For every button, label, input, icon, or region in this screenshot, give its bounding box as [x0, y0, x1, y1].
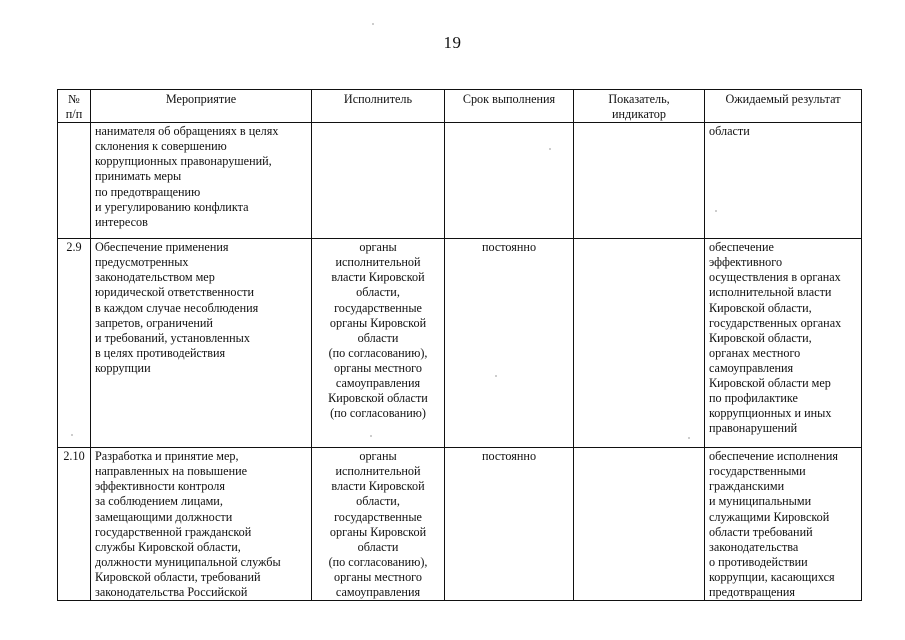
- table-row: [58, 239, 862, 448]
- table-row: [58, 448, 862, 601]
- scan-speck: [71, 434, 73, 436]
- header-indicator: Показатель, индикатор: [574, 90, 705, 123]
- header-measure: Мероприятие: [91, 90, 312, 123]
- cell-num: 2.10: [58, 448, 91, 601]
- cell-result: обеспечение эффективного осуществления в органах исполнительной власти Кировской области, государственных органах Кировской области, органах местного самоуправления Кировской области мер по профилактике коррупционных и иных правонарушений: [705, 239, 862, 448]
- measures-table: [57, 89, 862, 601]
- header-num: № п/п: [58, 90, 91, 123]
- header-term: Срок выполнения: [445, 90, 574, 123]
- cell-num: [58, 123, 91, 239]
- header-executor: Исполнитель: [312, 90, 445, 123]
- cell-indicator: [574, 448, 705, 601]
- cell-term: [445, 123, 574, 239]
- header-result: Ожидаемый результат: [705, 90, 862, 123]
- cell-result: области: [705, 123, 862, 239]
- scan-speck: [688, 437, 690, 439]
- scan-speck: [372, 23, 374, 25]
- cell-term: постоянно: [445, 239, 574, 448]
- cell-executor: органы исполнительной власти Кировской области, государственные органы Кировской области (по согласованию), органы местного самоуправления: [312, 448, 445, 601]
- page-number: 19: [443, 33, 462, 52]
- cell-measure: Разработка и принятие мер, направленных на повышение эффективности контроля за соблюдением лицами, замещающими должности государственной гражданской службы Кировской области, должности муниципальной службы Кировской области, требований законодательства Российской: [91, 448, 312, 601]
- cell-executor: органы исполнительной власти Кировской области, государственные органы Кировской области (по согласованию), органы местного самоуправления Кировской области (по согласованию): [312, 239, 445, 448]
- cell-measure: Обеспечение применения предусмотренных законодательством мер юридической ответственности в каждом случае несоблюдения запретов, ограничений и требований, установленных в целях противодействия коррупции: [91, 239, 312, 448]
- cell-measure: нанимателя об обращениях в целях склонения к совершению коррупционных правонарушений, принимать меры по предотвращению и урегулированию конфликта интересов: [91, 123, 312, 239]
- scan-speck: [715, 210, 717, 212]
- scan-speck: [495, 375, 497, 377]
- cell-result: обеспечение исполнения государственными гражданскими и муниципальными служащими Кировской области требований законодательства о противодействии коррупции, касающихся предотвращения: [705, 448, 862, 601]
- cell-indicator: [574, 123, 705, 239]
- table-row: [58, 123, 862, 239]
- cell-executor: [312, 123, 445, 239]
- cell-indicator: [574, 239, 705, 448]
- scan-speck: [549, 148, 551, 150]
- cell-term: постоянно: [445, 448, 574, 601]
- scan-speck: [370, 435, 372, 437]
- cell-num: 2.9: [58, 239, 91, 448]
- table-header-row: [58, 90, 862, 123]
